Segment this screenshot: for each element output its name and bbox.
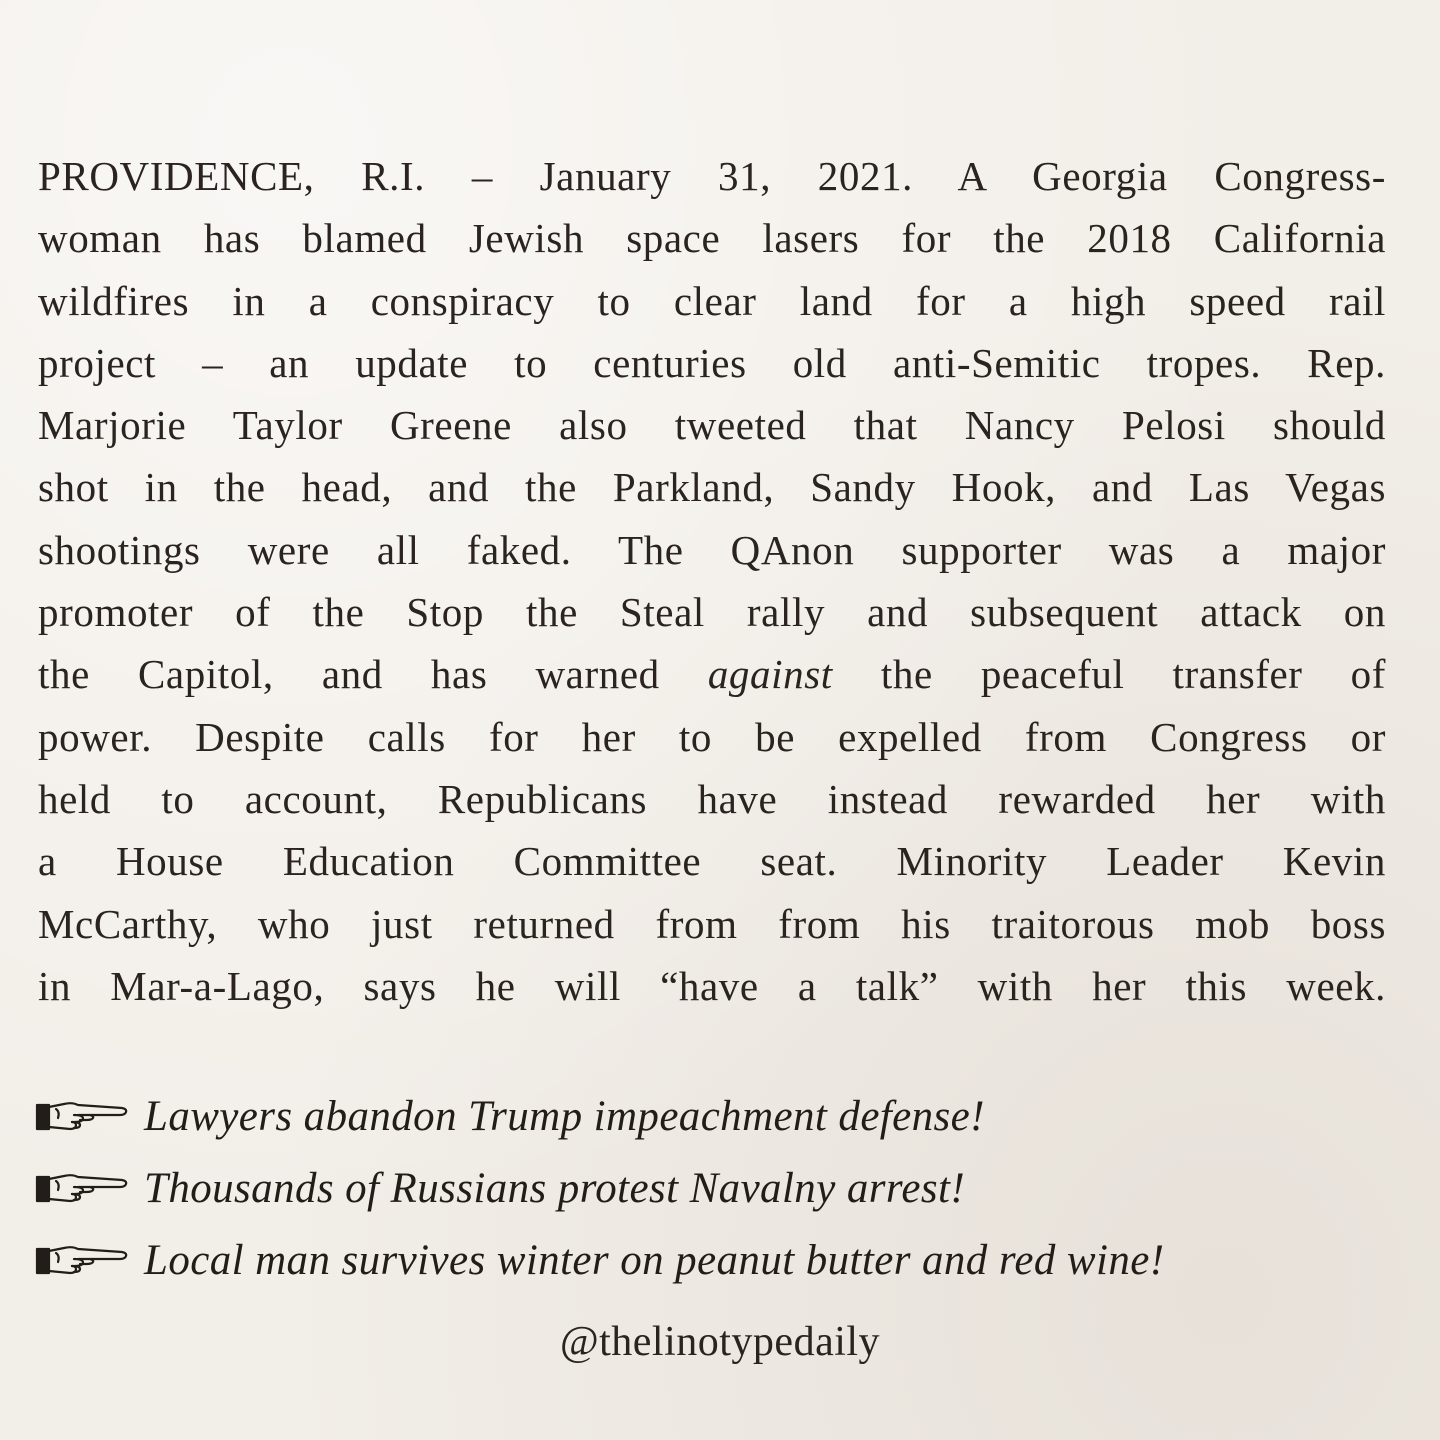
story-line-9-end: the peaceful transfer of: [832, 651, 1386, 698]
headline-text: Local man survives winter on peanut butter and red wine!: [144, 1236, 1165, 1284]
story-line-10: power. Despite calls for her to be expelled from Congress or: [38, 713, 1386, 760]
headline-text: Lawyers abandon Trump impeachment defense!: [144, 1092, 985, 1140]
social-handle: @thelinotypedaily: [559, 1319, 881, 1365]
emphasized-word: against: [707, 651, 833, 698]
story-line-8: promoter of the Stop the Steal rally and subsequent attack on: [38, 589, 1386, 636]
pointing-hand-icon: [34, 1168, 130, 1208]
story-line-6: shot in the head, and the Parkland, Sandy Hook, and Las Vegas: [38, 464, 1386, 511]
story-line-4: project – an update to centuries old anti-Semitic tropes. Rep.: [38, 339, 1386, 386]
story-line-5: Marjorie Taylor Greene also tweeted that Nancy Pelosi should: [38, 402, 1386, 449]
story-line-13: McCarthy, who just returned from from his traitorous mob boss: [38, 900, 1386, 947]
pointing-hand-icon: [34, 1096, 130, 1136]
story-line-14: in Mar-a-Lago, says he will “have a talk” with her this week.: [38, 962, 1386, 1009]
headline-text: Thousands of Russians protest Navalny arrest!: [144, 1164, 966, 1212]
story-line-2: woman has blamed Jewish space lasers for the 2018 California: [38, 215, 1386, 262]
story-line-12: a House Education Committee seat. Minority Leader Kevin: [38, 838, 1386, 885]
story-line-11: held to account, Republicans have instead rewarded her with: [38, 775, 1386, 822]
pointing-hand-icon: [34, 1240, 130, 1280]
story-line-1: PROVIDENCE, R.I. – January 31, 2021. A Georgia Congress-: [38, 153, 1386, 199]
headline-item: [34, 1080, 1394, 1152]
story-line-7: shootings were all faked. The QAnon supporter was a major: [38, 526, 1386, 573]
headline-item: [34, 1152, 1394, 1224]
headline-list: [34, 1080, 1394, 1296]
news-story: [38, 145, 1386, 1017]
story-line-3: wildfires in a conspiracy to clear land for a high speed rail: [38, 277, 1386, 324]
story-line-9-start: the Capitol, and has warned: [38, 651, 708, 698]
story-line-9: [38, 643, 1386, 705]
headline-item: [34, 1224, 1394, 1296]
